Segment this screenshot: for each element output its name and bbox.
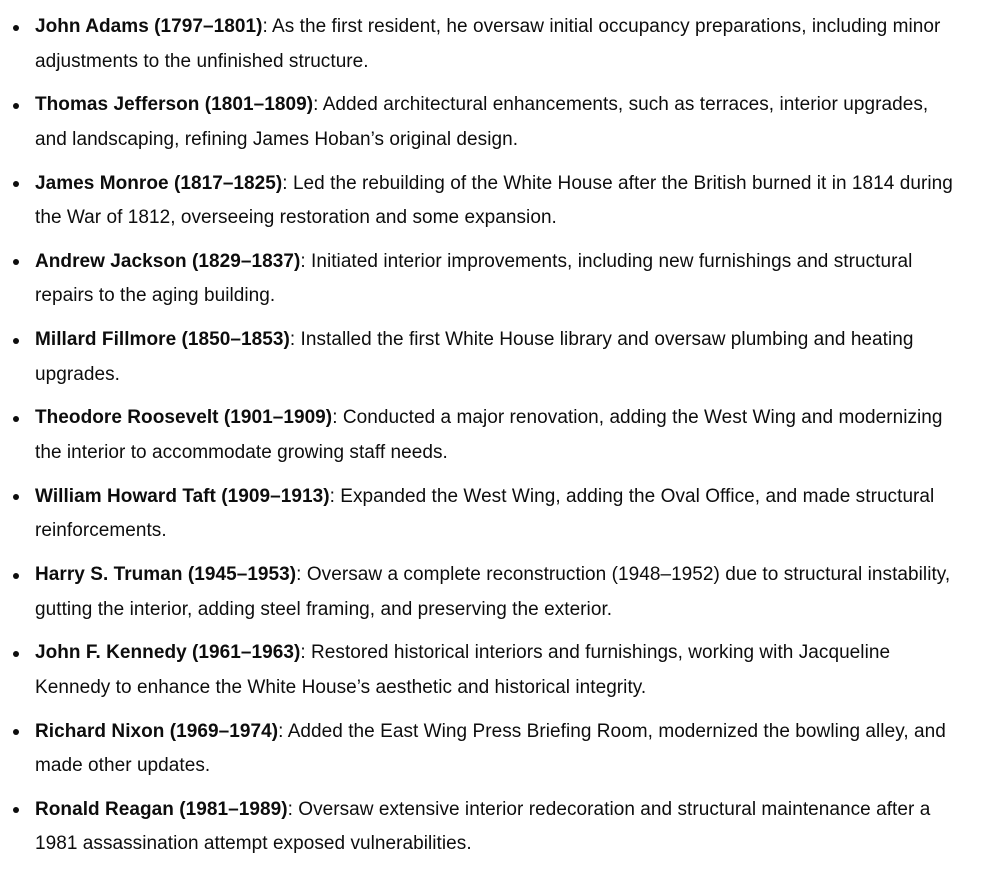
bullet-icon <box>13 807 19 813</box>
item-description: : Restored historical interiors and furnishings, working with Jacqueline Kennedy to enhance the White House’s aesthetic and historical integrity. <box>35 642 891 698</box>
item-description: : Added the East Wing Press Briefing Room, modernized the bowling alley, and made other updates. <box>35 720 946 777</box>
president-name: Richard Nixon (1969–1974) <box>35 720 279 742</box>
item-description: : Oversaw extensive interior redecoration and structural maintenance after a 1981 assassination attempt exposed vulnerabilities. <box>35 798 931 855</box>
president-name: Andrew Jackson (1829–1837) <box>35 250 301 272</box>
item-description: : Installed the first White House library and oversaw plumbing and heating upgrades. <box>35 329 914 385</box>
bullet-icon <box>13 729 19 735</box>
president-renovation-list <box>0 10 960 871</box>
list-item <box>0 323 960 392</box>
list-item <box>0 558 960 627</box>
item-description: : Initiated interior improvements, including new furnishings and structural repairs to the aging building. <box>35 250 913 307</box>
bullet-icon <box>13 181 19 187</box>
list-item <box>0 401 960 470</box>
item-description: : Expanded the West Wing, adding the Oval Office, and made structural reinforcements. <box>35 485 935 542</box>
item-description: : Oversaw a complete reconstruction (1948–1952) due to structural instability, gutting the interior, adding steel framing, and preserving the exterior. <box>35 564 951 620</box>
list-item <box>0 167 960 236</box>
list-item <box>0 793 960 862</box>
list-item <box>0 715 960 784</box>
president-name: Thomas Jefferson (1801–1809) <box>35 94 314 116</box>
list-item <box>0 480 960 549</box>
item-description: : As the first resident, he oversaw initial occupancy preparations, including minor adjustments to the unfinished structure. <box>35 16 941 72</box>
bullet-icon <box>13 259 19 265</box>
president-name: Millard Fillmore (1850–1853) <box>35 329 290 351</box>
bullet-icon <box>13 494 19 500</box>
bullet-icon <box>13 573 19 579</box>
president-name: Theodore Roosevelt (1901–1909) <box>35 407 333 429</box>
bullet-icon <box>13 103 19 109</box>
president-name: Harry S. Truman (1945–1953) <box>35 564 297 586</box>
list-item <box>0 636 960 705</box>
list-item <box>0 245 960 314</box>
list-item <box>0 88 960 157</box>
president-name: Ronald Reagan (1981–1989) <box>35 798 288 820</box>
bullet-icon <box>13 25 19 31</box>
item-description: : Conducted a major renovation, adding the West Wing and modernizing the interior to accommodate growing staff needs. <box>35 407 943 463</box>
list-item <box>0 10 960 79</box>
bullet-icon <box>13 416 19 422</box>
item-description: : Led the rebuilding of the White House after the British burned it in 1814 during the War of 1812, overseeing restoration and some expansion. <box>35 172 953 229</box>
president-name: James Monroe (1817–1825) <box>35 172 283 194</box>
president-name: William Howard Taft (1909–1913) <box>35 485 330 507</box>
bullet-icon <box>13 651 19 657</box>
bullet-icon <box>13 338 19 344</box>
item-description: : Added architectural enhancements, such as terraces, interior upgrades, and landscaping, refining James Hoban’s original design. <box>35 94 929 150</box>
president-name: John Adams (1797–1801) <box>35 16 263 37</box>
president-name: John F. Kennedy (1961–1963) <box>35 642 301 664</box>
